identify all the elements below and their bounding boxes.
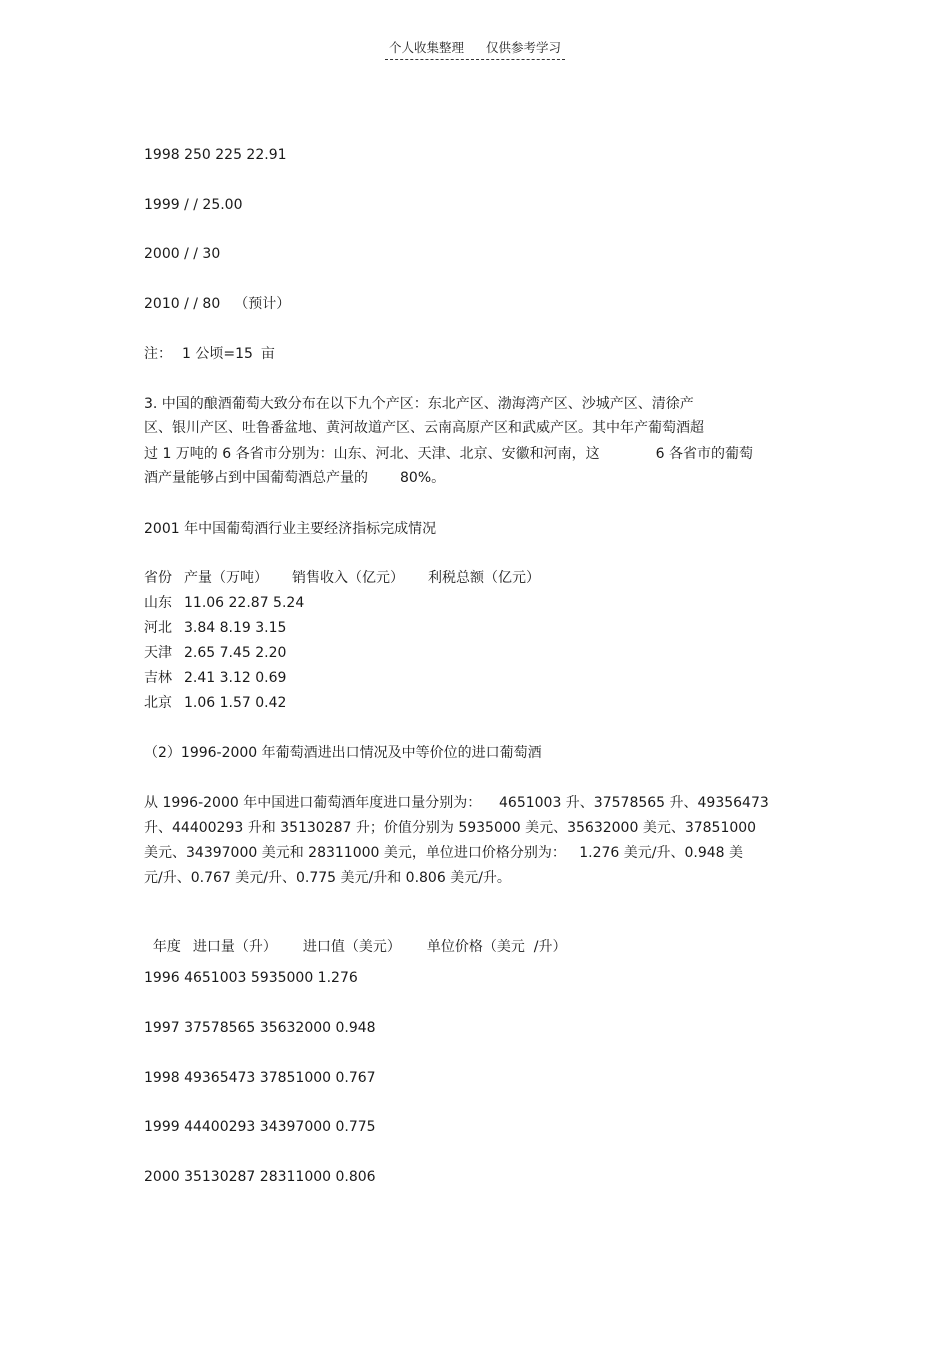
province-name: 河北 [144, 620, 172, 636]
province-name: 北京 [144, 695, 172, 711]
section3-line-3b: 6 各省市的葡萄 [655, 446, 753, 462]
province-values: 3.84 8.19 3.15 [184, 620, 287, 636]
area-row-1998: 1998 250 225 22.91 [144, 147, 287, 163]
import-table-row-1997: 1997 37578565 35632000 0.948 [144, 1020, 376, 1036]
province-values: 2.41 3.12 0.69 [184, 670, 287, 686]
import-para-line-2: 升、44400293 升和 35130287 升；价值分别为 5935000 美元、35632000 美元、37851000 [144, 820, 757, 836]
table2001-row-tianjin [144, 643, 286, 663]
province-values: 2.65 7.45 2.20 [184, 645, 287, 661]
province-name: 天津 [144, 645, 172, 661]
section3-line-1: 3. 中国的酿酒葡萄大致分布在以下九个产区：东北产区、渤海湾产区、沙城产区、清徐产 [144, 396, 694, 412]
import-header-year: 年度 [152, 939, 181, 955]
table2001-row-jilin [144, 668, 286, 688]
section3-line-4a: 酒产量能够占到中国葡萄酒总产量的 [144, 470, 368, 486]
unit-note-value: 1 公顷=15 [182, 346, 253, 362]
table2001-header-row [144, 568, 540, 588]
table2001-title: 2001 年中国葡萄酒行业主要经济指标完成情况 [144, 521, 437, 537]
table2001-row-hebei [144, 618, 286, 638]
table2001-header-sales: 销售收入（亿元） [292, 570, 404, 586]
header-left-text: 个人收集整理 [388, 40, 464, 55]
import-header-value: 进口值（美元） [302, 939, 401, 955]
import-heading: （2）1996-2000 年葡萄酒进出口情况及中等价位的进口葡萄酒 [144, 745, 542, 761]
section3-line-2: 区、银川产区、吐鲁番盆地、黄河故道产区、云南高原产区和武威产区。其中年产葡萄酒超 [144, 420, 704, 436]
section3-line-3 [144, 444, 753, 464]
import-para-line-1: 从 1996-2000 年中国进口葡萄酒年度进口量分别为： 4651003 升、37578565 升、49356473 [144, 795, 769, 811]
area-row-2010-note: （预计） [234, 296, 291, 312]
header-underline [385, 38, 565, 60]
unit-note [144, 344, 275, 364]
section3-line-4b: 80%。 [400, 470, 446, 486]
area-row-2010-data: 2010 / / 80 [144, 296, 221, 312]
import-para-line-3: 美元、34397000 美元和 28311000 美元，单位进口价格分别为： 1.276 美元/升、0.948 美 [144, 845, 743, 861]
province-name: 山东 [144, 595, 172, 611]
unit-note-unit: 亩 [260, 346, 275, 362]
import-header-unit-price: 单位价格（美元 /升） [426, 939, 567, 955]
table2001-header-tax: 利税总额（亿元） [428, 570, 540, 586]
province-name: 吉林 [144, 670, 172, 686]
area-row-1999: 1999 / / 25.00 [144, 197, 243, 213]
import-table-row-1998: 1998 49365473 37851000 0.767 [144, 1070, 376, 1086]
table2001-header-output: 产量（万吨） [184, 570, 268, 586]
table2001-row-shandong [144, 593, 304, 613]
import-para-line-4: 元/升、0.767 美元/升、0.775 美元/升和 0.806 美元/升。 [144, 870, 511, 886]
province-values: 1.06 1.57 0.42 [184, 695, 287, 711]
import-table-row-1999: 1999 44400293 34397000 0.775 [144, 1119, 376, 1135]
import-table-row-2000: 2000 35130287 28311000 0.806 [144, 1169, 376, 1185]
area-row-2000: 2000 / / 30 [144, 246, 221, 262]
import-table-header-row [144, 917, 567, 957]
table2001-header-province: 省份 [144, 570, 172, 586]
import-table-row-1996: 1996 4651003 5935000 1.276 [144, 970, 358, 986]
unit-note-prefix: 注： [144, 346, 172, 362]
area-row-2010 [144, 294, 290, 314]
section3-line-3a: 过 1 万吨的 6 各省市分别为：山东、河北、天津、北京、安徽和河南，这 [144, 446, 600, 462]
section3-line-4 [144, 468, 445, 488]
province-values: 11.06 22.87 5.24 [184, 595, 305, 611]
page-header [0, 38, 950, 60]
header-right-text: 仅供参考学习 [486, 40, 562, 55]
import-header-volume: 进口量（升） [192, 939, 277, 955]
table2001-row-beijing [144, 693, 286, 713]
